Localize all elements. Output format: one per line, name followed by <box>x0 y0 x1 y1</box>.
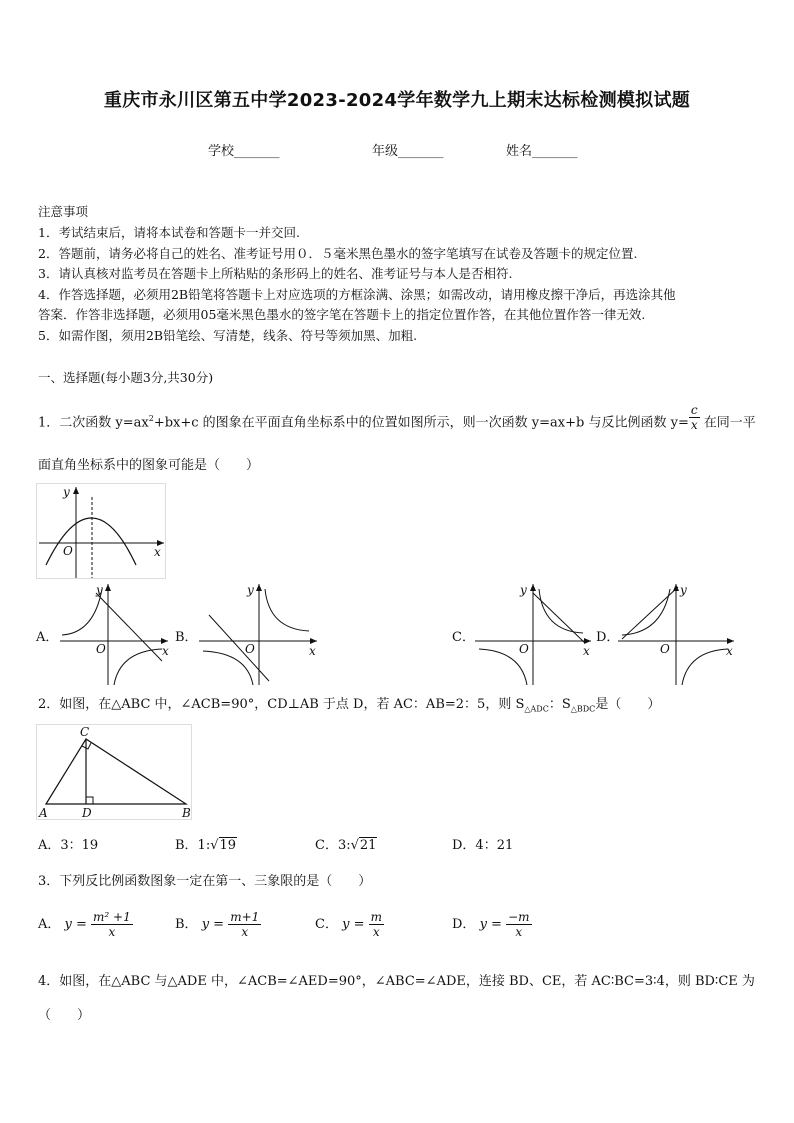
triangle-abc <box>46 739 186 804</box>
page-title: 重庆市永川区第五中学2023-2024学年数学九上期末达标检测模拟试题 <box>103 90 691 111</box>
origin-label: O <box>96 642 106 656</box>
q2-text-c: 是（ ） <box>595 697 661 712</box>
q3-option-b-label: B． <box>175 917 198 932</box>
name-field: 姓名_______ <box>506 144 578 159</box>
y-arrow <box>256 584 262 591</box>
q2-option-c-radicand: 21 <box>359 838 377 853</box>
x-label: x <box>309 644 316 658</box>
notice-heading: 注意事项 <box>38 204 89 219</box>
parabola-curve <box>46 518 136 565</box>
y-label: y <box>680 583 687 597</box>
q3-option-c-num: m <box>370 910 382 924</box>
origin-label: O <box>245 642 255 656</box>
q3-option-d-lhs: y = <box>479 917 502 932</box>
q2-stem <box>38 697 660 718</box>
point-b-label: B <box>182 806 191 820</box>
y-label: y <box>247 583 254 597</box>
q1-text-b: +bx+c 的图象在平面直角坐标系中的位置如图所示，则一次函数 y=ax+b 与反比例函数 y= <box>153 415 689 431</box>
q2-text-b: ：S <box>548 697 571 712</box>
diagram-frame <box>37 725 192 820</box>
q2-sub-1: △ADC <box>524 704 549 714</box>
y-arrow <box>105 584 111 591</box>
q3-option-a-label: A． <box>38 917 61 932</box>
q3-option-d-num: −m <box>508 910 530 924</box>
q2-option-a[interactable]: A．3：19 <box>38 838 99 853</box>
q1-text-c: 在同一平 <box>699 415 756 431</box>
q2-option-d[interactable]: D．4：21 <box>452 838 514 853</box>
hyperbola-branch-1 <box>265 589 309 631</box>
origin-label: O <box>519 642 529 656</box>
section-heading: 一、选择题(每小题3分,共30分) <box>38 370 214 385</box>
notice-item-4-cont: 答案．作答非选择题，必须用05毫米黑色墨水的签字笔在答题卡上的指定位置作答，在其他位置作答一律无效. <box>38 307 646 322</box>
q3-option-c[interactable] <box>315 910 384 939</box>
q2-sub-2: △BDC <box>570 704 596 714</box>
x-label: x <box>726 644 733 658</box>
q2-option-b-prefix: B．1: <box>175 838 211 853</box>
q3-option-a-den: x <box>108 925 116 939</box>
hyperbola-branch-2 <box>114 649 162 685</box>
notice-item-1: 1．考试结束后，请将本试卷和答题卡一并交回. <box>38 225 300 240</box>
q1-text-a: 1．二次函数 y=ax <box>38 415 149 431</box>
q2-option-c[interactable] <box>315 838 377 854</box>
q1-option-c-label[interactable]: C． <box>452 630 475 645</box>
notice-item-4: 4．作答选择题，必须用2B铅笔将答题卡上对应选项的方框涂满、涂黑；如需改动，请用橡皮擦干净后，再选涂其他 <box>38 287 676 302</box>
line-graph <box>96 593 162 661</box>
right-angle-d <box>86 797 93 804</box>
q3-option-d[interactable] <box>452 910 532 939</box>
q1-option-c-graph[interactable] <box>473 581 593 687</box>
q1-stem-line2: 面直角坐标系中的图象可能是（ ） <box>38 458 260 473</box>
hyperbola-branch-1 <box>539 589 583 633</box>
q3-option-d-label: D． <box>452 917 476 932</box>
q2-option-b-radicand: 19 <box>219 838 237 853</box>
q3-option-d-den: x <box>515 925 523 939</box>
notice-item-3: 3．请认真核对监考员在答题卡上所粘贴的条形码上的姓名、准考证号与本人是否相符. <box>38 266 513 281</box>
y-label: y <box>63 485 70 499</box>
q1-option-b-graph[interactable] <box>197 581 319 687</box>
q1-option-a-graph[interactable] <box>58 581 170 687</box>
q1-option-b-label[interactable]: B． <box>175 630 198 645</box>
q3-option-b-den: x <box>241 925 249 939</box>
x-label: x <box>162 644 169 658</box>
y-label: y <box>96 583 103 597</box>
sqrt-sign: √ <box>210 838 219 853</box>
x-label: x <box>583 644 590 658</box>
q1-option-a-label[interactable]: A． <box>36 630 59 645</box>
q3-option-a-num: m² +1 <box>93 910 131 924</box>
q2-option-c-prefix: C．3: <box>315 838 351 853</box>
q2-text-a: 2．如图，在△ABC 中，∠ACB=90°，CD⊥AB 于点 D，若 AC：AB=2：5，则 S <box>38 697 525 712</box>
grade-field: 年级_______ <box>372 144 444 159</box>
q3-option-a-lhs: y = <box>64 917 87 932</box>
q3-option-b[interactable] <box>175 910 261 939</box>
school-field: 学校_______ <box>208 144 280 159</box>
line-graph <box>209 615 269 681</box>
line-graph <box>622 587 678 639</box>
q3-option-b-num: m+1 <box>230 910 260 924</box>
q3-option-a[interactable] <box>38 910 133 939</box>
sqrt-sign: √ <box>350 838 359 853</box>
q1-sup: 2 <box>148 414 154 423</box>
q1-stem <box>38 403 756 433</box>
point-c-label: C <box>80 725 90 739</box>
q1-option-d-label[interactable]: D． <box>596 630 620 645</box>
graph-frame <box>37 484 166 579</box>
origin-label: O <box>63 544 73 558</box>
hyperbola-branch-1 <box>622 589 670 635</box>
q3-option-c-den: x <box>372 925 380 939</box>
x-label: x <box>154 545 161 559</box>
q3-stem: 3．下列反比例函数图象一定在第一、三象限的是（ ） <box>38 874 372 889</box>
q1-frac-den: x <box>690 418 698 433</box>
point-d-label: D <box>82 806 92 820</box>
q1-parabola-graph <box>36 483 166 579</box>
y-arrow <box>73 487 79 494</box>
q4-stem: 4．如图，在△ABC 与△ADE 中，∠ACB=∠AED=90°，∠ABC=∠ADE，连接 BD、CE，若 AC∶BC=3∶4，则 BD∶CE 为 <box>38 974 755 989</box>
hyperbola-branch-2 <box>203 651 253 685</box>
q3-option-c-lhs: y = <box>342 917 365 932</box>
point-a-label: A <box>39 806 48 820</box>
q3-option-b-lhs: y = <box>201 917 225 932</box>
hyperbola-branch-2 <box>682 649 728 685</box>
q1-frac-num: c <box>689 403 700 418</box>
q2-option-b[interactable] <box>175 838 237 854</box>
y-label: y <box>520 583 527 597</box>
notice-item-2: 2．答题前，请务必将自己的姓名、准考证号用０．５毫米黑色墨水的签字笔填写在试卷及答题卡的规定位置. <box>38 246 638 261</box>
q2-triangle-diagram <box>36 724 192 820</box>
q4-stem-line2: （ ） <box>38 1008 91 1023</box>
origin-label: O <box>660 642 670 656</box>
q3-option-c-label: C． <box>315 917 338 932</box>
notice-item-5: 5．如需作图，须用2B铅笔绘、写清楚，线条、符号等须加黑、加粗. <box>38 328 418 343</box>
y-arrow <box>530 584 536 591</box>
line-graph <box>533 593 585 643</box>
q1-option-d-graph[interactable] <box>616 581 736 687</box>
